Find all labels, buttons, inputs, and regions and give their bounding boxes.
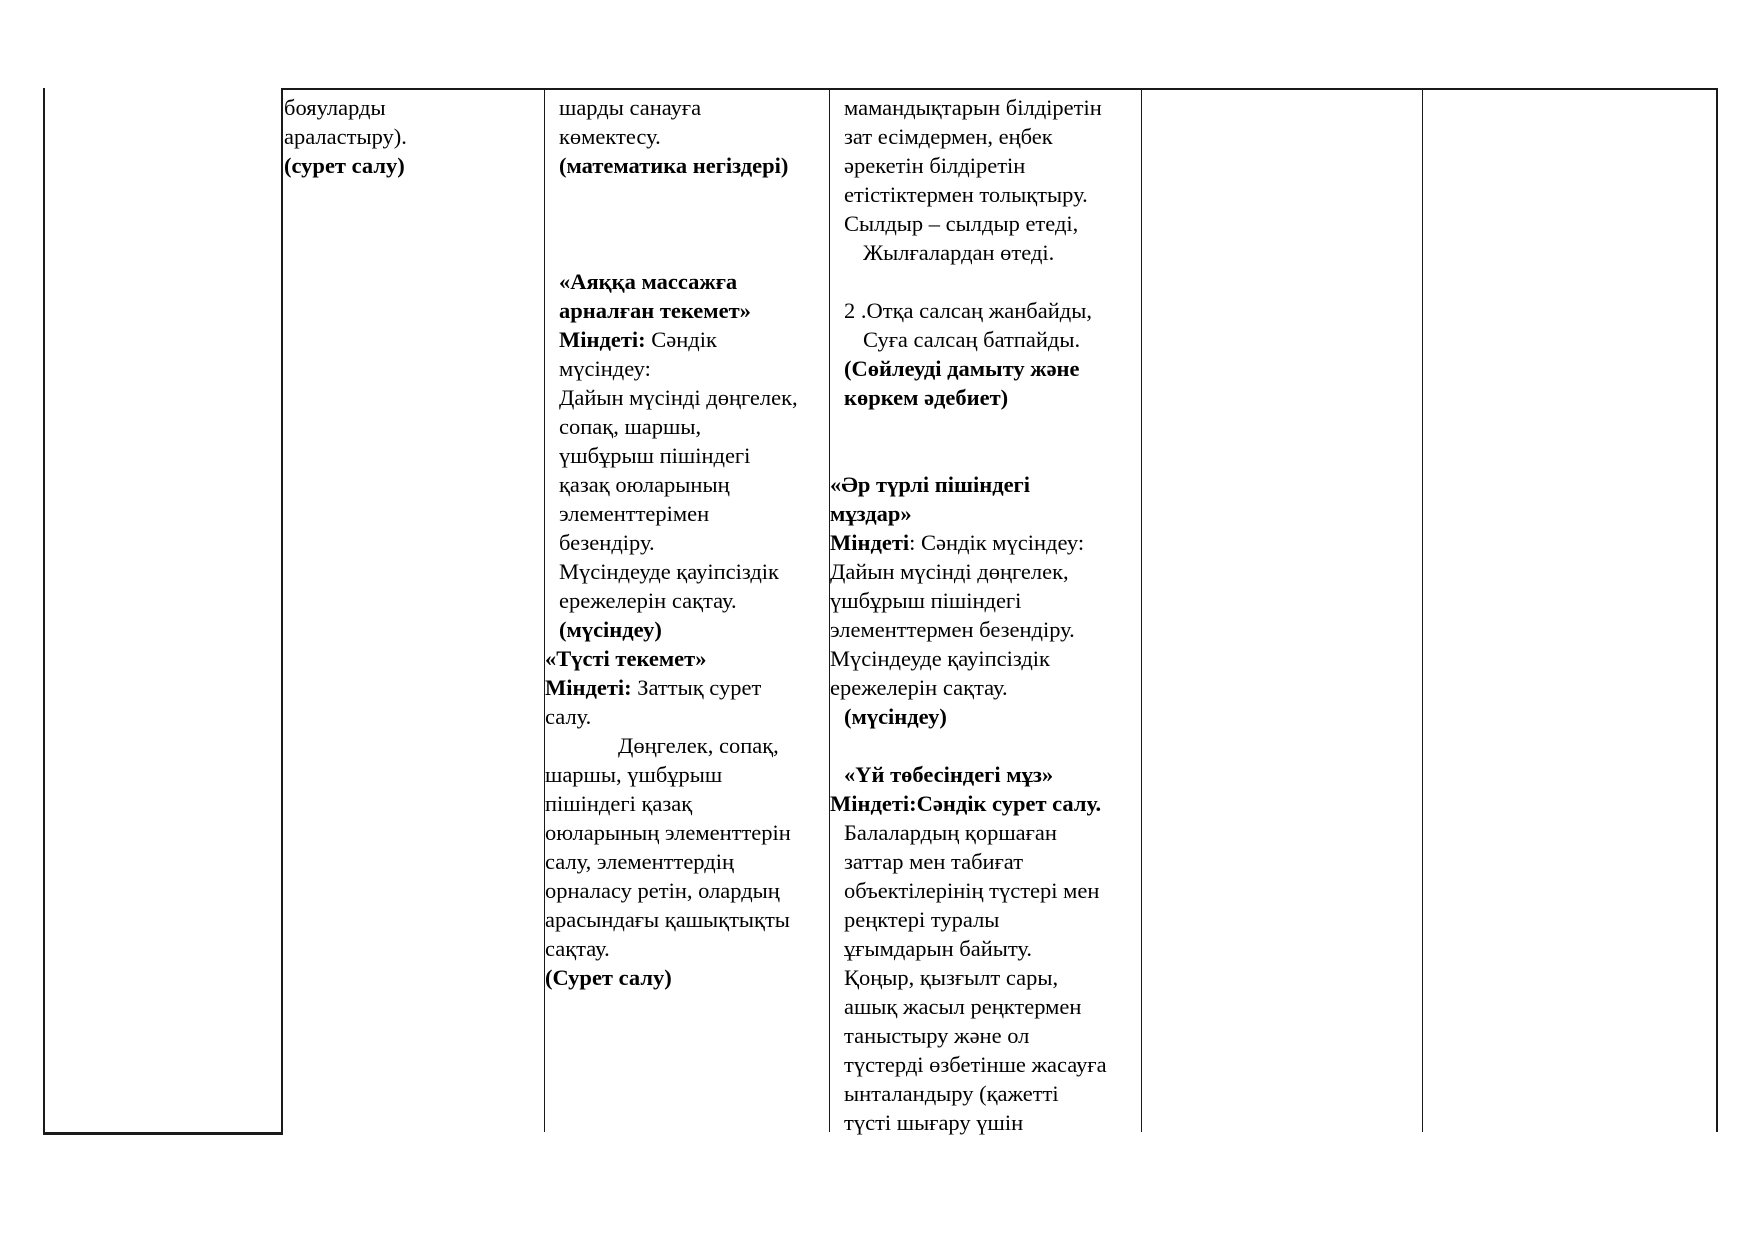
subject-label: (Сөйлеуді дамыту және bbox=[844, 356, 1080, 381]
text-line: қазақ оюларының bbox=[559, 472, 730, 497]
text-line: түсті шығару үшін bbox=[844, 1110, 1024, 1135]
text-line: ұғымдарын байыту. bbox=[844, 936, 1033, 961]
column-divider-2 bbox=[281, 88, 283, 1134]
activity-title: «Түсті текемет» bbox=[545, 646, 707, 671]
text-line: пішіндегі қазақ bbox=[545, 791, 693, 816]
text-line: бояуларды bbox=[284, 95, 386, 120]
task-line: Міндеті:Сәндік сурет салу. bbox=[830, 791, 1102, 816]
text-line: шарды санауға bbox=[559, 95, 702, 120]
task-label: Міндеті: bbox=[545, 675, 632, 700]
text-line: мүсіндеу: bbox=[559, 356, 651, 381]
text-line: Қоңыр, қызғылт сары, bbox=[844, 965, 1059, 990]
text-line: ынталандыру (қажетті bbox=[844, 1081, 1059, 1106]
task-text: Заттық сурет bbox=[631, 675, 762, 700]
text-line: Мүсіндеуде қауіпсіздік bbox=[559, 559, 779, 584]
text-line: араластыру). bbox=[284, 124, 407, 149]
text-line: салу. bbox=[545, 704, 592, 729]
activity-title: «Әр түрлі пішіндегі bbox=[830, 472, 1031, 497]
task-line bbox=[559, 325, 798, 354]
task-text: : Сәндік мүсіндеу: bbox=[909, 530, 1085, 555]
task-text: Сәндік bbox=[645, 327, 717, 352]
text-line: элементтермен безендіру. bbox=[830, 617, 1075, 642]
column-divider-5 bbox=[1141, 88, 1142, 1132]
text-line: Дөңгелек, сопақ, bbox=[618, 733, 779, 758]
text-line: безендіру. bbox=[559, 530, 655, 555]
activity-title: арналған текемет» bbox=[559, 298, 751, 323]
task-line bbox=[830, 528, 1107, 557]
activity-title: «Аяққа массажға bbox=[559, 269, 738, 294]
text-line: салу, элементтердің bbox=[545, 849, 734, 874]
subject-label: (сурет салу) bbox=[284, 153, 405, 178]
text-line: элементтерімен bbox=[559, 501, 710, 526]
text-line: Суға салсаң батпайды. bbox=[863, 327, 1081, 352]
subject-label: (мүсіндеу) bbox=[844, 704, 947, 729]
text-line: үшбұрыш пішіндегі bbox=[559, 443, 751, 468]
text-line: Дайын мүсінді дөңгелек, bbox=[830, 559, 1069, 584]
column-divider-6 bbox=[1422, 88, 1423, 1132]
text-line: сопақ, шаршы, bbox=[559, 414, 702, 439]
text-line: орналасу ретін, олардың bbox=[545, 878, 780, 903]
table-top-border bbox=[281, 88, 1718, 90]
text-line: зат есімдермен, еңбек bbox=[844, 124, 1053, 149]
task-label: Міндеті bbox=[830, 530, 910, 555]
text-line: етістіктермен толықтыру. bbox=[844, 182, 1088, 207]
text-line: Мүсіндеуде қауіпсіздік bbox=[830, 646, 1050, 671]
text-line: түстерді өзбетінше жасауға bbox=[844, 1052, 1107, 1077]
text-line: мамандықтарын білдіретін bbox=[844, 95, 1102, 120]
text-line: объектілерінің түстері мен bbox=[844, 878, 1100, 903]
text-line: Сылдыр – сылдыр етеді, bbox=[844, 211, 1079, 236]
column-4-cell bbox=[830, 93, 1107, 1137]
text-line: сақтау. bbox=[545, 936, 610, 961]
column-3-cell bbox=[545, 93, 798, 992]
text-line: шаршы, үшбұрыш bbox=[545, 762, 723, 787]
text-line: заттар мен табиғат bbox=[844, 849, 1024, 874]
text-line: Дайын мүсінді дөңгелек, bbox=[559, 385, 798, 410]
subject-label: (мүсіндеу) bbox=[559, 617, 662, 642]
subject-label: (математика негіздері) bbox=[559, 153, 789, 178]
text-line: үшбұрыш пішіндегі bbox=[830, 588, 1022, 613]
subject-label: көркем әдебиет) bbox=[844, 385, 1009, 410]
activity-title: мұздар» bbox=[830, 501, 912, 526]
text-line: Балалардың қоршаған bbox=[844, 820, 1057, 845]
table-bottom-border-col1 bbox=[43, 1132, 283, 1135]
text-line: ережелерін сақтау. bbox=[830, 675, 1008, 700]
task-label: Міндеті: bbox=[559, 327, 646, 352]
text-line: арасындағы қашықтықты bbox=[545, 907, 790, 932]
text-line: реңктері туралы bbox=[844, 907, 1000, 932]
text-line: ашық жасыл реңктермен bbox=[844, 994, 1082, 1019]
column-divider-7 bbox=[1716, 88, 1718, 1132]
text-line: таныстыру және ол bbox=[844, 1023, 1030, 1048]
text-line: оюларының элементтерін bbox=[545, 820, 791, 845]
activity-title: «Үй төбесіндегі мұз» bbox=[844, 762, 1054, 787]
column-divider-1 bbox=[43, 88, 45, 1134]
task-line bbox=[545, 673, 798, 702]
text-line: көмектесу. bbox=[559, 124, 661, 149]
text-line: 2 .Отқа салсаң жанбайды, bbox=[844, 298, 1092, 323]
subject-label: (Сурет салу) bbox=[545, 965, 672, 990]
column-2-cell bbox=[284, 93, 407, 180]
text-line: әрекетін білдіретін bbox=[844, 153, 1026, 178]
text-line: ережелерін сақтау. bbox=[559, 588, 737, 613]
text-line: Жылғалардан өтеді. bbox=[863, 240, 1055, 265]
